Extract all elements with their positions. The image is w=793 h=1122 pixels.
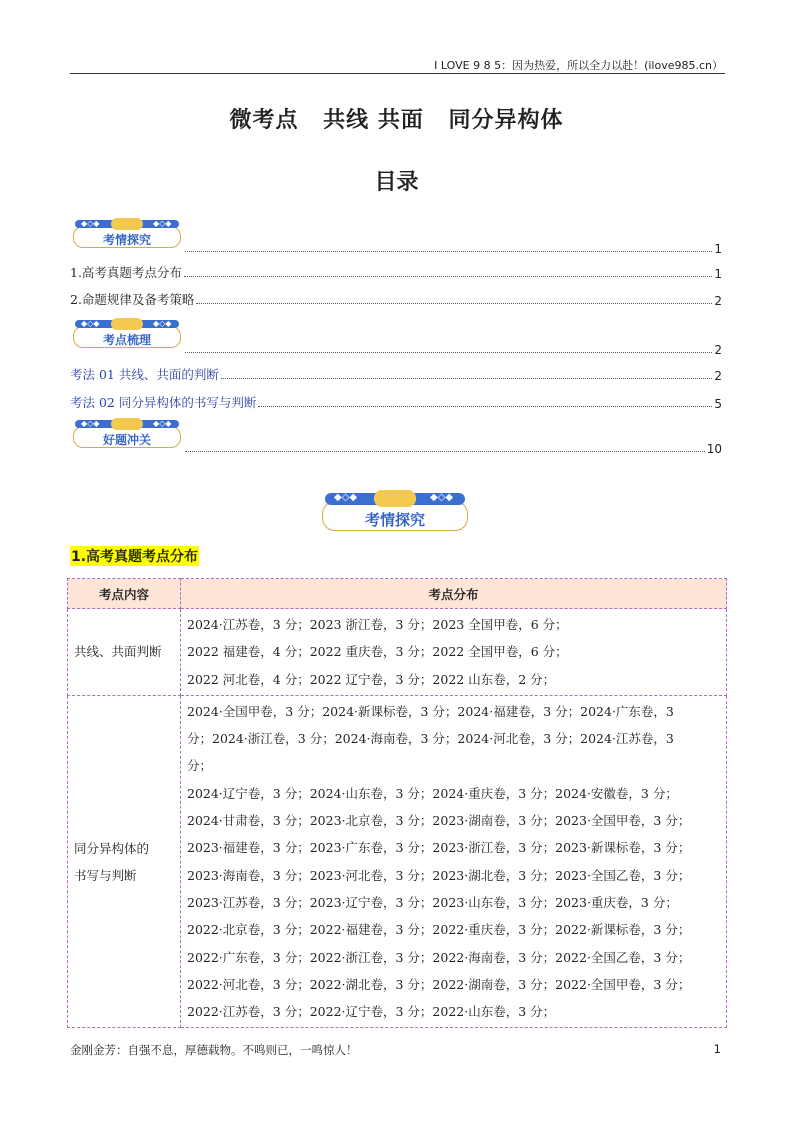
topic-cell: 共线、共面判断: [68, 609, 181, 696]
ornament-icon: ◆◇◆: [81, 319, 100, 328]
ornament-icon: ◆◇◆: [81, 219, 100, 228]
distribution-line: 2024·全国甲卷，3 分；2024·新课标卷，3 分；2024·福建卷，3 分；2024·广东卷，3: [187, 703, 674, 719]
table-header-row: [68, 579, 727, 609]
section-heading: 1.高考真题考点分布: [70, 546, 199, 566]
toc-entry[interactable]: [70, 395, 722, 411]
topic-cell: [68, 695, 181, 1028]
toc-badge-practice[interactable]: [73, 418, 181, 450]
distribution-line: 分；2024·浙江卷，3 分；2024·海南卷，3 分；2024·河北卷，3 分；2024·江苏卷，3: [187, 731, 674, 747]
toc-entry-badge3[interactable]: [185, 440, 722, 456]
badge-knob: [111, 218, 143, 230]
badge-knob: [374, 490, 416, 507]
toc-label: 考法 02 同分异构体的书写与判断: [70, 395, 257, 410]
exam-distribution-table: [67, 578, 727, 1028]
ornament-icon: ◆◇◆: [153, 319, 172, 328]
distribution-line: 2023·海南卷，3 分；2023·河北卷，3 分；2023·湖北卷，3 分；2023·全国乙卷，3 分；: [187, 867, 691, 883]
toc-label: 1.高考真题考点分布: [70, 265, 182, 280]
toc-page: 2: [714, 369, 722, 383]
badge-label: 好题冲关: [102, 433, 151, 447]
header-text: I LOVE 9 8 5：因为热爱，所以全力以赴！(ilove985.cn）: [434, 59, 723, 72]
title-part1: 微考点: [229, 108, 299, 133]
title-part2: 共线 共面: [323, 108, 424, 133]
badge-knob: [111, 418, 143, 430]
section-badge: [322, 490, 468, 532]
distribution-line: 2022·北京卷，3 分；2022·福建卷，3 分；2022·重庆卷，3 分；2022·新课标卷，3 分；: [187, 922, 691, 938]
toc-page: 2: [714, 343, 722, 357]
toc-entry[interactable]: [70, 292, 722, 308]
toc-badge-exam-analysis[interactable]: [73, 218, 181, 250]
badge-label: 考情探究: [364, 511, 425, 529]
distribution-line: 2022 河北卷，4 分；2022 辽宁卷，3 分；2022 山东卷，2 分；: [187, 671, 556, 687]
distribution-cell: [181, 609, 727, 696]
toc-page: 1: [714, 242, 722, 256]
toc-entry[interactable]: [70, 265, 722, 281]
ornament-icon: ◆◇◆: [153, 219, 172, 228]
distribution-line: 2024·辽宁卷，3 分；2024·山东卷，3 分；2024·重庆卷，3 分；2024·安徽卷，3 分；: [187, 785, 678, 801]
toc-label: 考法 01 共线、共面的判断: [70, 367, 219, 382]
toc-label: 2.命题规律及备考策略: [70, 292, 195, 307]
table-header: 考点分布: [181, 579, 727, 609]
toc-entry-badge2[interactable]: [185, 341, 722, 357]
distribution-line: 分；: [187, 758, 213, 774]
toc-page: 2: [714, 294, 722, 308]
ornament-icon: ◆◇◆: [81, 419, 100, 428]
toc-entry[interactable]: [70, 367, 722, 383]
distribution-line: 2023·福建卷，3 分；2023·广东卷，3 分；2023·浙江卷，3 分；2023·新课标卷，3 分；: [187, 840, 691, 856]
page-number: 1: [713, 1042, 721, 1056]
badge-knob: [111, 318, 143, 330]
title-part3: 同分异构体: [448, 108, 564, 133]
page-title: [0, 103, 793, 134]
ornament-icon: ◆◇◆: [153, 419, 172, 428]
distribution-line: 2024·甘肃卷，3 分；2023·北京卷，3 分；2023·湖南卷，3 分；2023·全国甲卷，3 分；: [187, 813, 691, 829]
ornament-icon: ◆◇◆: [430, 492, 454, 503]
table-row: [68, 609, 727, 696]
topic-line: 同分异构体的: [74, 840, 150, 856]
distribution-line: 2024·江苏卷，3 分；2023 浙江卷，3 分；2023 全国甲卷，6 分；: [187, 617, 568, 632]
toc-entry-badge1[interactable]: [185, 240, 722, 256]
table-row: [68, 695, 727, 1028]
distribution-line: 2022 福建卷，4 分；2022 重庆卷，3 分；2022 全国甲卷，6 分；: [187, 644, 568, 660]
distribution-line: 2022·河北卷，3 分；2022·湖北卷，3 分；2022·湖南卷，3 分；2022·全国甲卷，3 分；: [187, 976, 691, 992]
distribution-line: 2022·广东卷，3 分；2022·浙江卷，3 分；2022·海南卷，3 分；2022·全国乙卷，3 分；: [187, 949, 691, 965]
toc-title: 目录: [374, 170, 419, 195]
toc-page: 10: [706, 442, 722, 456]
distribution-line: 2023·江苏卷，3 分；2023·辽宁卷，3 分；2023·山东卷，3 分；2023·重庆卷，3 分；: [187, 894, 678, 910]
toc-page: 1: [714, 267, 722, 281]
toc-page: 5: [714, 397, 722, 411]
ornament-icon: ◆◇◆: [334, 492, 358, 503]
topic-line: 书写与判断: [74, 867, 137, 883]
distribution-line: 2022·江苏卷，3 分；2022·辽宁卷，3 分；2022·山东卷，3 分；: [187, 1004, 556, 1020]
toc-badge-knowledge-review[interactable]: [73, 318, 181, 350]
distribution-cell: [181, 695, 727, 1028]
footer-motto: 金刚金芳：自强不息，厚德载物。不鸣则已，一鸣惊人！: [70, 1043, 358, 1057]
badge-label: 考点梳理: [102, 333, 151, 347]
table-header: 考点内容: [68, 579, 181, 609]
badge-label: 考情探究: [102, 233, 151, 247]
header-divider: [70, 73, 725, 74]
